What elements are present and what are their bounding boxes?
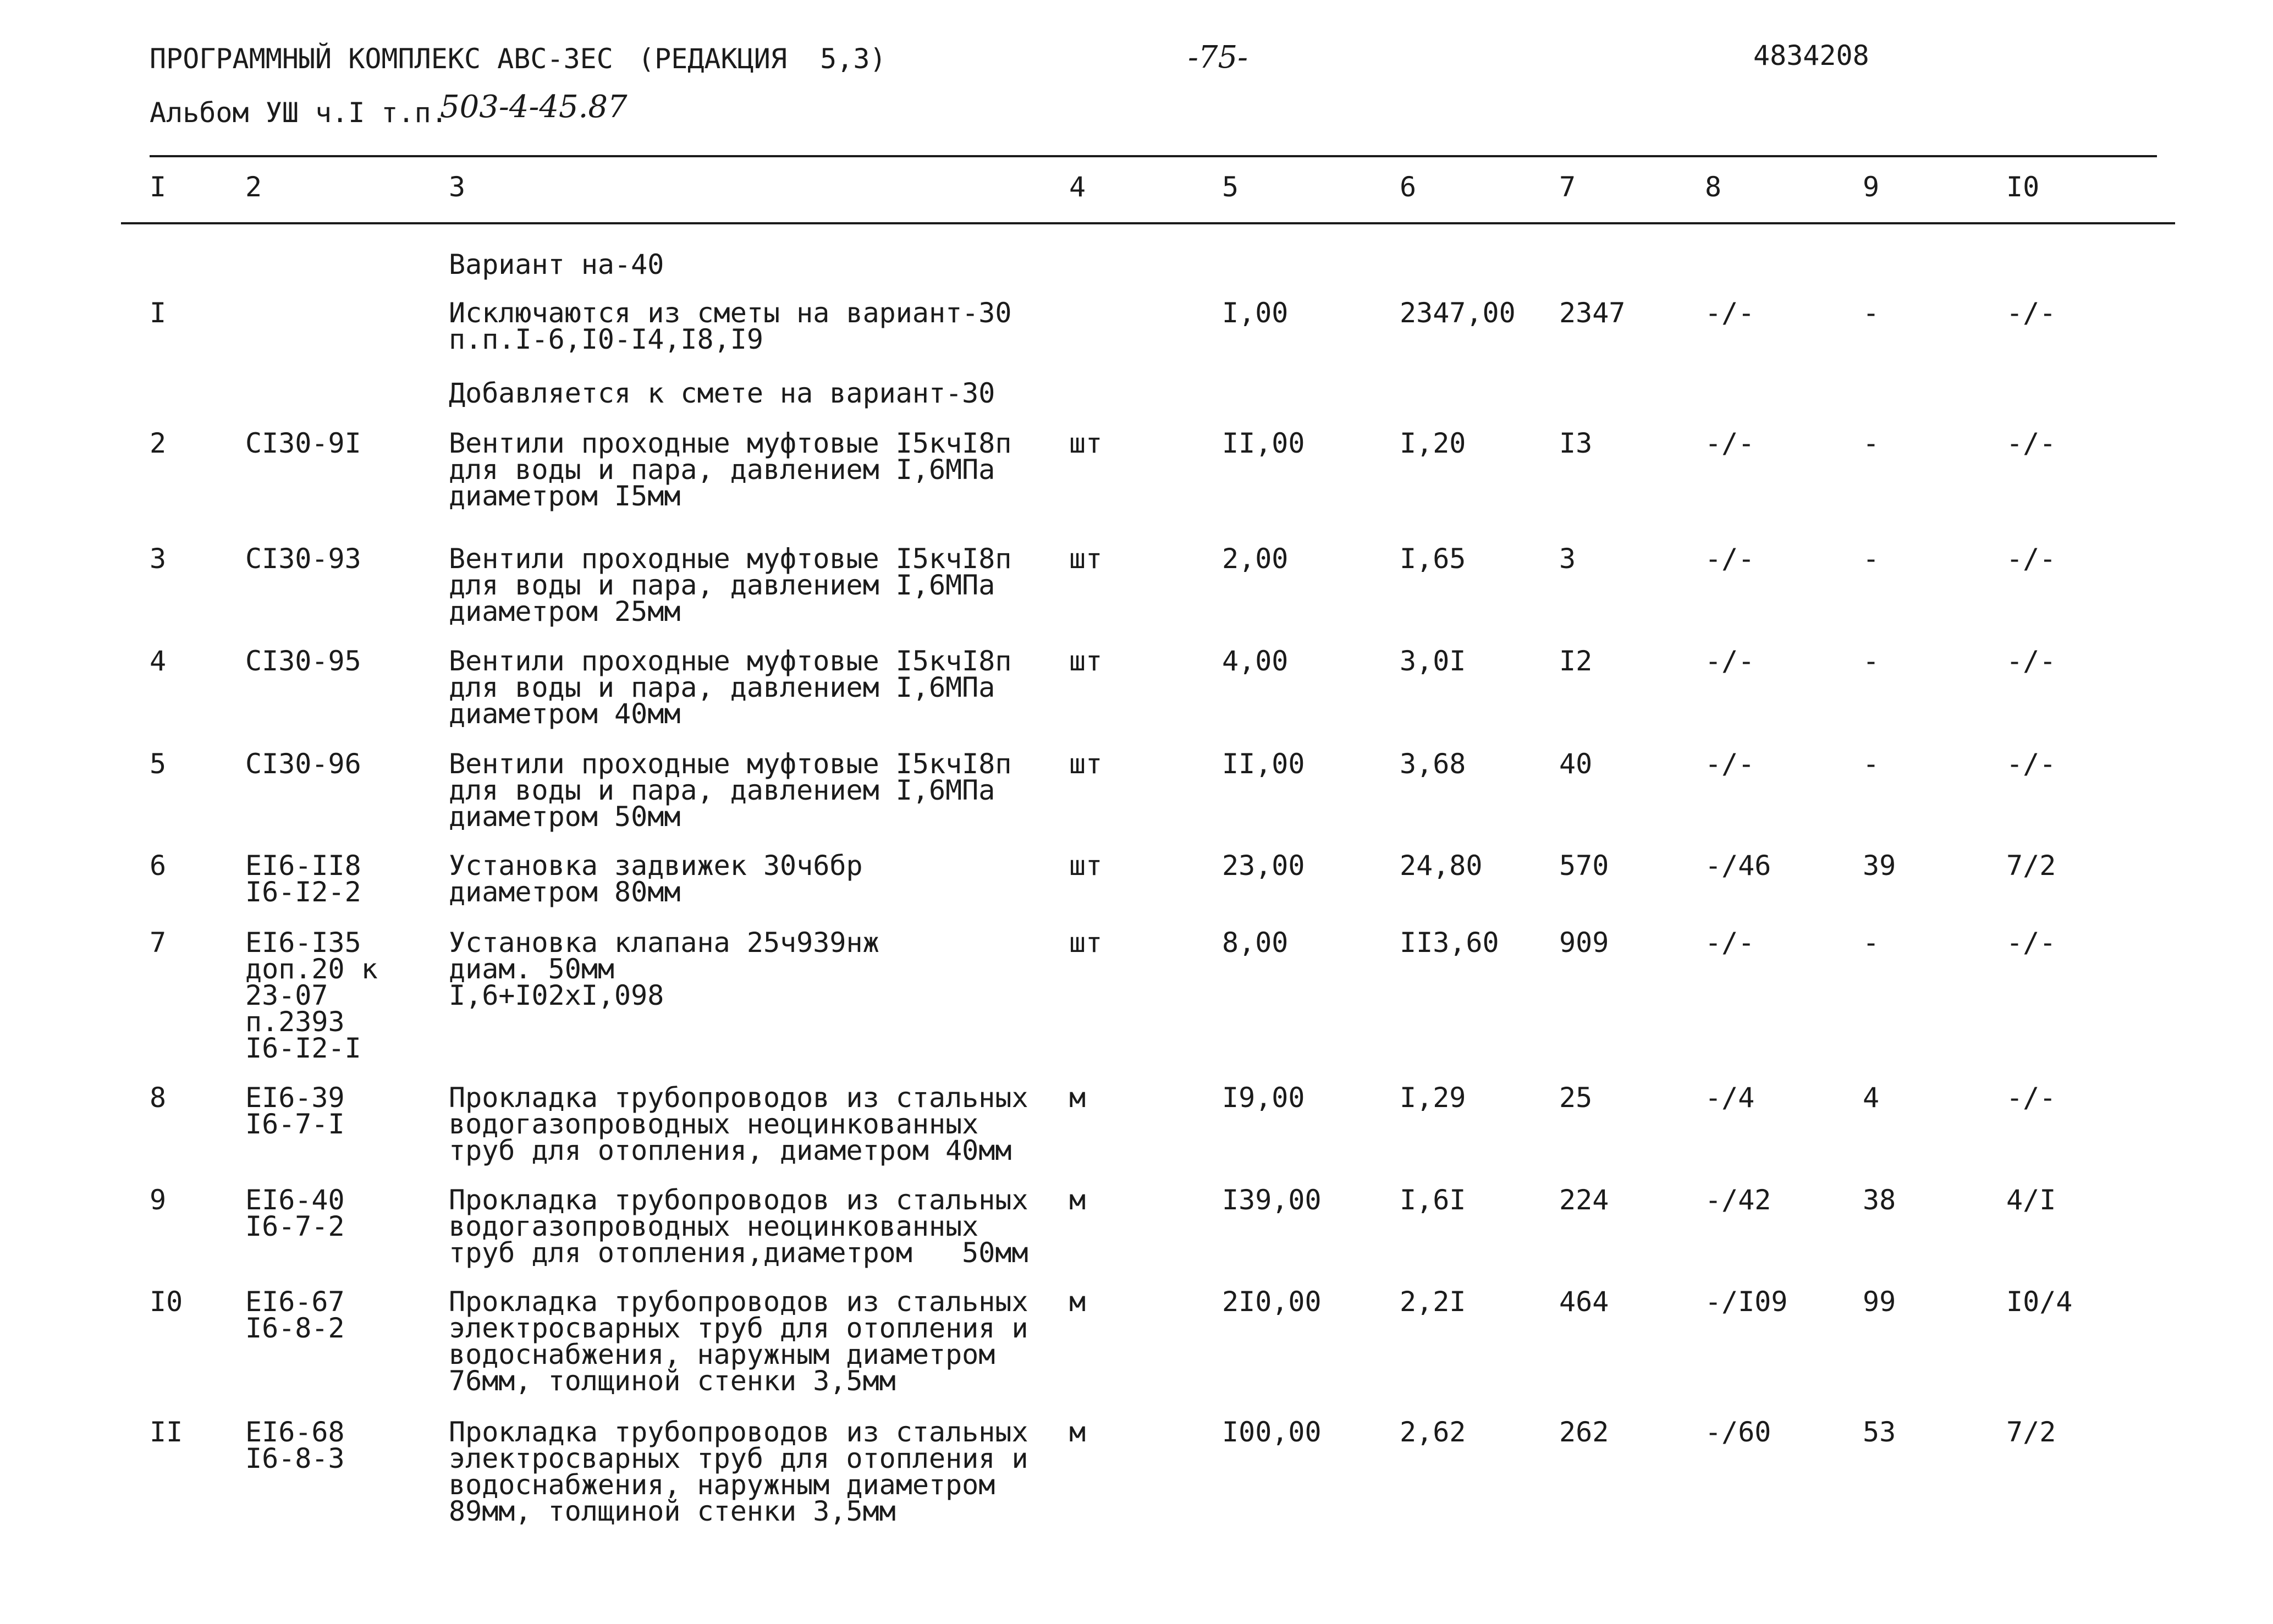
row-code: CI30-95 bbox=[245, 645, 361, 677]
col-header-1: I bbox=[150, 171, 167, 203]
row-description: Прокладка трубопроводов из стальных водогазопроводных неоцинкованных труб для отопления,диаметром 50мм bbox=[449, 1184, 1028, 1269]
row-col9: - bbox=[1863, 927, 1880, 959]
row-description: Исключаются из сметы на вариант-30 п.п.I-6,I0-I4,I8,I9 bbox=[449, 297, 1012, 355]
row-description: Вентили проходные муфтовые I5кчI8п для воды и пара, давлением I,6МПа диаметром 40мм bbox=[449, 645, 1012, 730]
row-unit-price: 2347,00 bbox=[1400, 297, 1516, 329]
row-number: II bbox=[150, 1416, 183, 1448]
row-col8: -/4 bbox=[1705, 1082, 1755, 1114]
row-quantity: II,00 bbox=[1222, 748, 1305, 780]
row-quantity: I,00 bbox=[1222, 297, 1289, 329]
row-total: 25 bbox=[1559, 1082, 1593, 1114]
edition: (РЕДАКЦИЯ 5,3) bbox=[638, 43, 887, 75]
row-code: CI30-9I bbox=[245, 427, 361, 459]
row-description: Прокладка трубопроводов из стальных электросварных труб для отопления и водоснабжения, наружным диаметром 89мм, толщиной стенки 3,5мм bbox=[449, 1416, 1028, 1527]
row-code: EI6-67 I6-8-2 bbox=[245, 1286, 345, 1344]
col-header-3: 3 bbox=[449, 171, 466, 203]
row-col8: -/60 bbox=[1705, 1416, 1771, 1448]
row-number: 5 bbox=[150, 748, 167, 780]
row-unit-price: 24,80 bbox=[1400, 850, 1483, 882]
row-unit-price: 3,0I bbox=[1400, 645, 1466, 677]
row-unit: шт bbox=[1069, 850, 1103, 882]
row-code: EI6-II8 I6-I2-2 bbox=[245, 850, 361, 908]
row-number: 7 bbox=[150, 927, 167, 959]
row-col8: -/46 bbox=[1705, 850, 1771, 882]
program-title: ПРОГРАММНЫЙ КОМПЛЕКС АВС-ЗЕС bbox=[150, 43, 613, 75]
row-total: 224 bbox=[1559, 1184, 1609, 1216]
col-header-10: I0 bbox=[2006, 171, 2040, 203]
section-variant: Вариант на-40 bbox=[449, 249, 664, 280]
row-col9: 53 bbox=[1863, 1416, 1896, 1448]
document-code: 4834208 bbox=[1753, 40, 1869, 71]
row-total: 909 bbox=[1559, 927, 1609, 959]
row-col9: - bbox=[1863, 543, 1880, 575]
row-col10: -/- bbox=[2006, 297, 2056, 329]
header-rule bbox=[121, 222, 2175, 224]
row-number: 3 bbox=[150, 543, 167, 575]
row-unit: м bbox=[1069, 1184, 1086, 1216]
row-col9: - bbox=[1863, 748, 1880, 780]
row-number: 6 bbox=[150, 850, 167, 882]
row-unit: шт bbox=[1069, 748, 1103, 780]
row-col10: 7/2 bbox=[2006, 1416, 2056, 1448]
row-unit-price: II3,60 bbox=[1400, 927, 1499, 959]
row-unit-price: I,6I bbox=[1400, 1184, 1466, 1216]
row-total: 464 bbox=[1559, 1286, 1609, 1318]
row-total: 3 bbox=[1559, 543, 1576, 575]
row-col10: I0/4 bbox=[2006, 1286, 2073, 1318]
album-handwritten-number: 503-4-45.87 bbox=[440, 89, 628, 125]
row-unit-price: I,20 bbox=[1400, 427, 1466, 459]
row-unit-price: I,65 bbox=[1400, 543, 1466, 575]
row-col10: -/- bbox=[2006, 427, 2056, 459]
row-quantity: 2I0,00 bbox=[1222, 1286, 1322, 1318]
row-col8: -/- bbox=[1705, 748, 1755, 780]
row-total: 570 bbox=[1559, 850, 1609, 882]
row-quantity: 2,00 bbox=[1222, 543, 1289, 575]
row-description: Прокладка трубопроводов из стальных водогазопроводных неоцинкованных труб для отопления, диаметром 40мм bbox=[449, 1082, 1028, 1166]
col-header-7: 7 bbox=[1559, 171, 1576, 203]
row-col8: -/42 bbox=[1705, 1184, 1771, 1216]
row-col9: - bbox=[1863, 645, 1880, 677]
col-header-2: 2 bbox=[245, 171, 262, 203]
row-description: Прокладка трубопроводов из стальных электросварных труб для отопления и водоснабжения, наружным диаметром 76мм, толщиной стенки 3,5мм bbox=[449, 1286, 1028, 1397]
row-col10: 7/2 bbox=[2006, 850, 2056, 882]
album-label: Альбом УШ ч.I т.п. bbox=[150, 97, 448, 129]
top-rule bbox=[150, 155, 2157, 157]
row-unit: м bbox=[1069, 1286, 1086, 1318]
row-unit: шт bbox=[1069, 927, 1103, 959]
row-col9: 38 bbox=[1863, 1184, 1896, 1216]
row-description: Вентили проходные муфтовые I5кчI8п для воды и пара, давлением I,6МПа диаметром 25мм bbox=[449, 543, 1012, 627]
col-header-6: 6 bbox=[1400, 171, 1417, 203]
row-col8: -/- bbox=[1705, 297, 1755, 329]
row-col10: -/- bbox=[2006, 748, 2056, 780]
row-quantity: I39,00 bbox=[1222, 1184, 1322, 1216]
page-number: -75- bbox=[1188, 40, 1248, 75]
row-total: 2347 bbox=[1559, 297, 1626, 329]
row-col10: -/- bbox=[2006, 645, 2056, 677]
row-col9: - bbox=[1863, 297, 1880, 329]
row-quantity: II,00 bbox=[1222, 427, 1305, 459]
row-unit: шт bbox=[1069, 645, 1103, 677]
row-unit-price: 3,68 bbox=[1400, 748, 1466, 780]
row-total: 40 bbox=[1559, 748, 1593, 780]
row-unit: шт bbox=[1069, 427, 1103, 459]
row-total: I3 bbox=[1559, 427, 1593, 459]
row-number: 4 bbox=[150, 645, 167, 677]
row-col8: -/- bbox=[1705, 927, 1755, 959]
row-number: 9 bbox=[150, 1184, 167, 1216]
row-number: I bbox=[150, 297, 167, 329]
row-code: CI30-93 bbox=[245, 543, 361, 575]
col-header-8: 8 bbox=[1705, 171, 1722, 203]
row-unit: шт bbox=[1069, 543, 1103, 575]
row-quantity: 8,00 bbox=[1222, 927, 1289, 959]
row-code: EI6-39 I6-7-I bbox=[245, 1082, 345, 1140]
row-col9: 99 bbox=[1863, 1286, 1896, 1318]
row-col9: 39 bbox=[1863, 850, 1896, 882]
row-col8: -/- bbox=[1705, 427, 1755, 459]
row-total: I2 bbox=[1559, 645, 1593, 677]
row-col10: -/- bbox=[2006, 1082, 2056, 1114]
row-number: 8 bbox=[150, 1082, 167, 1114]
row-quantity: 4,00 bbox=[1222, 645, 1289, 677]
row-col9: 4 bbox=[1863, 1082, 1880, 1114]
col-header-9: 9 bbox=[1863, 171, 1880, 203]
row-quantity: I9,00 bbox=[1222, 1082, 1305, 1114]
row-description: Установка задвижек 30ч6бр диаметром 80мм bbox=[449, 850, 863, 908]
col-header-5: 5 bbox=[1222, 171, 1239, 203]
row-col8: -/- bbox=[1705, 645, 1755, 677]
row-unit-price: I,29 bbox=[1400, 1082, 1466, 1114]
row-unit-price: 2,2I bbox=[1400, 1286, 1466, 1318]
row-description: Установка клапана 25ч939нж диам. 50мм I,6+I02хI,098 bbox=[449, 927, 879, 1011]
section-added: Добавляется к смете на вариант-30 bbox=[449, 377, 995, 409]
row-code: EI6-I35 доп.20 к 23-07 п.2393 I6-I2-I bbox=[245, 927, 378, 1064]
row-quantity: I00,00 bbox=[1222, 1416, 1322, 1448]
row-description: Вентили проходные муфтовые I5кчI8п для воды и пара, давлением I,6МПа диаметром 50мм bbox=[449, 748, 1012, 833]
row-unit: м bbox=[1069, 1082, 1086, 1114]
row-col10: -/- bbox=[2006, 543, 2056, 575]
row-quantity: 23,00 bbox=[1222, 850, 1305, 882]
row-unit-price: 2,62 bbox=[1400, 1416, 1466, 1448]
row-code: CI30-96 bbox=[245, 748, 361, 780]
row-code: EI6-40 I6-7-2 bbox=[245, 1184, 345, 1242]
row-description: Вентили проходные муфтовые I5кчI8п для воды и пара, давлением I,6МПа диаметром I5мм bbox=[449, 427, 1012, 512]
row-col10: -/- bbox=[2006, 927, 2056, 959]
row-col9: - bbox=[1863, 427, 1880, 459]
row-col10: 4/I bbox=[2006, 1184, 2056, 1216]
col-header-4: 4 bbox=[1069, 171, 1086, 203]
row-code: EI6-68 I6-8-3 bbox=[245, 1416, 345, 1474]
row-number: 2 bbox=[150, 427, 167, 459]
row-total: 262 bbox=[1559, 1416, 1609, 1448]
row-col8: -/- bbox=[1705, 543, 1755, 575]
row-unit: м bbox=[1069, 1416, 1086, 1448]
row-col8: -/I09 bbox=[1705, 1286, 1788, 1318]
row-number: I0 bbox=[150, 1286, 183, 1318]
